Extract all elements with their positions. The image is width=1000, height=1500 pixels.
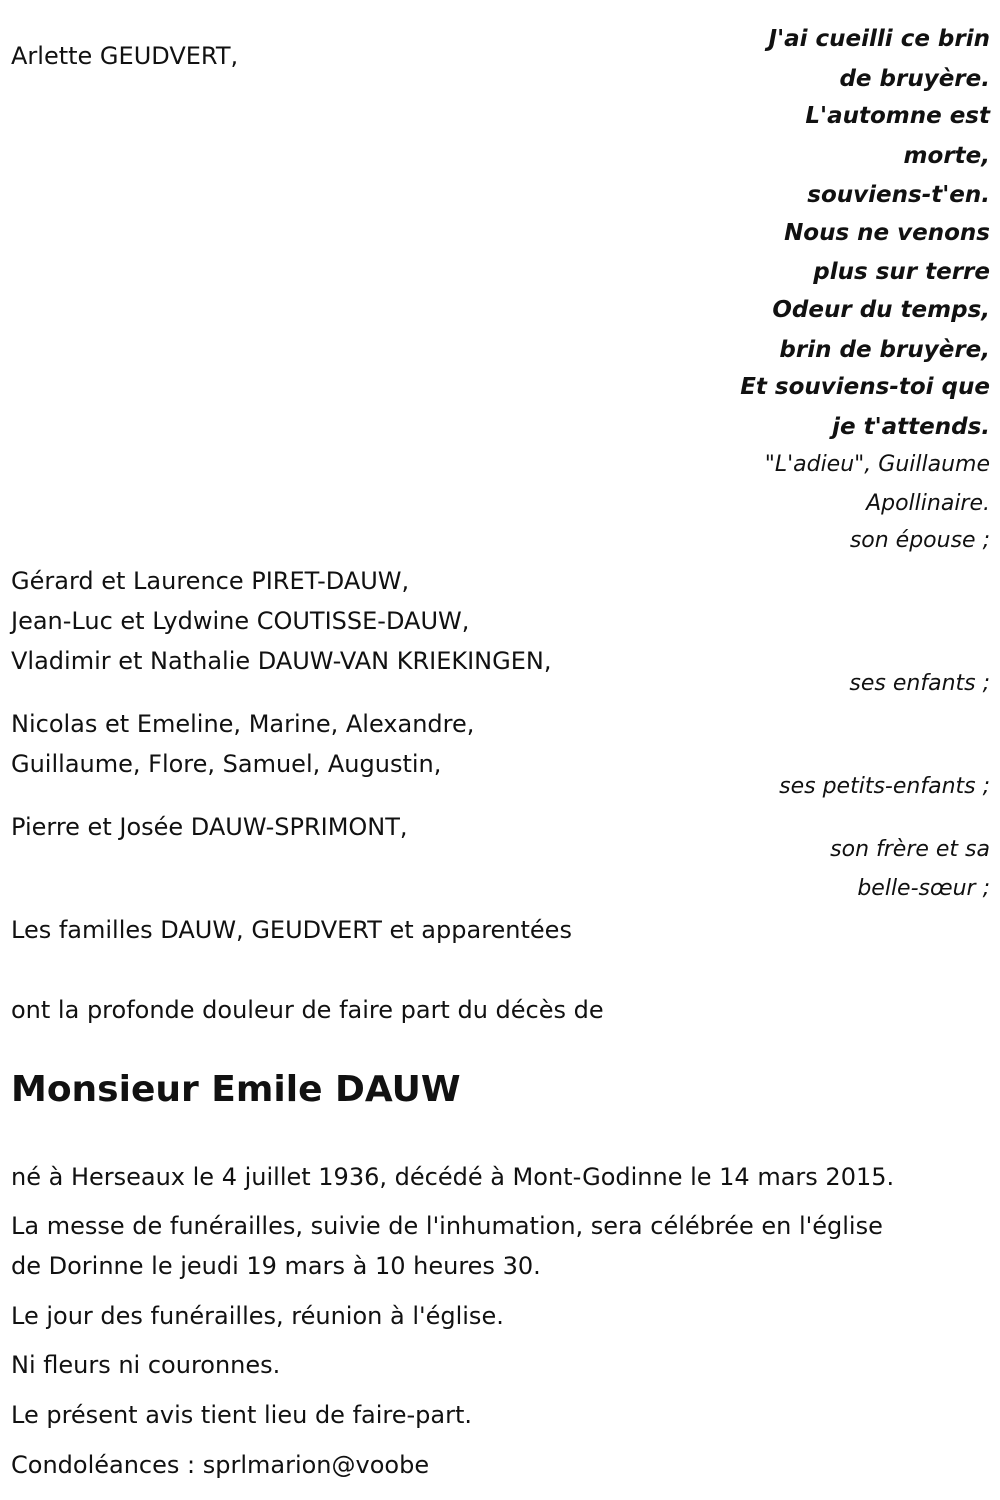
poem-line: morte, bbox=[903, 143, 990, 169]
children-role: ses enfants ; bbox=[849, 671, 990, 696]
poem-line: L'automne est bbox=[805, 103, 990, 129]
poem-line: souviens-t'en. bbox=[807, 182, 990, 208]
deceased-name: Monsieur Emile DAUW bbox=[11, 1069, 461, 1110]
poem-attribution: "L'adieu", Guillaume bbox=[764, 452, 990, 477]
funeral-mass-line: La messe de funérailles, suivie de l'inhumation, sera célébrée en l'église bbox=[11, 1212, 883, 1240]
spouse-name: Arlette GEUDVERT, bbox=[11, 42, 239, 70]
poem-line: je t'attends. bbox=[832, 414, 990, 440]
poem-line: J'ai cueilli ce brin bbox=[768, 26, 990, 52]
announcement-line: ont la profonde douleur de faire part du décès de bbox=[11, 996, 604, 1024]
poem-line: plus sur terre bbox=[813, 259, 990, 285]
poem-line: Odeur du temps, bbox=[772, 297, 990, 323]
poem-attribution: Apollinaire. bbox=[866, 491, 990, 516]
child-name: Jean-Luc et Lydwine COUTISSE-DAUW, bbox=[11, 607, 470, 635]
sibling-role: son frère et sa bbox=[830, 837, 990, 862]
grandchild-names: Nicolas et Emeline, Marine, Alexandre, bbox=[11, 710, 475, 738]
gathering-line: Le jour des funérailles, réunion à l'église. bbox=[11, 1302, 504, 1330]
condolences-line: Condoléances : sprlmarion@voobe bbox=[11, 1451, 430, 1479]
sibling-role: belle-sœur ; bbox=[857, 876, 990, 901]
funeral-mass-line: de Dorinne le jeudi 19 mars à 10 heures 30. bbox=[11, 1252, 541, 1280]
spouse-role: son épouse ; bbox=[849, 528, 990, 553]
families-line: Les familles DAUW, GEUDVERT et apparentées bbox=[11, 916, 572, 944]
birth-death-line: né à Herseaux le 4 juillet 1936, décédé à Mont-Godinne le 14 mars 2015. bbox=[11, 1163, 895, 1191]
child-name: Vladimir et Nathalie DAUW-VAN KRIEKINGEN, bbox=[11, 647, 552, 675]
poem-line: Nous ne venons bbox=[784, 220, 990, 246]
poem-line: Et souviens-toi que bbox=[740, 374, 990, 400]
grandchild-names: Guillaume, Flore, Samuel, Augustin, bbox=[11, 750, 442, 778]
poem-line: de bruyère. bbox=[839, 66, 990, 92]
sibling-name: Pierre et Josée DAUW-SPRIMONT, bbox=[11, 813, 408, 841]
flowers-line: Ni fleurs ni couronnes. bbox=[11, 1351, 281, 1379]
poem-line: brin de bruyère, bbox=[779, 337, 990, 363]
notice-line: Le présent avis tient lieu de faire-part. bbox=[11, 1401, 473, 1429]
grandchildren-role: ses petits-enfants ; bbox=[779, 774, 990, 799]
child-name: Gérard et Laurence PIRET-DAUW, bbox=[11, 567, 410, 595]
